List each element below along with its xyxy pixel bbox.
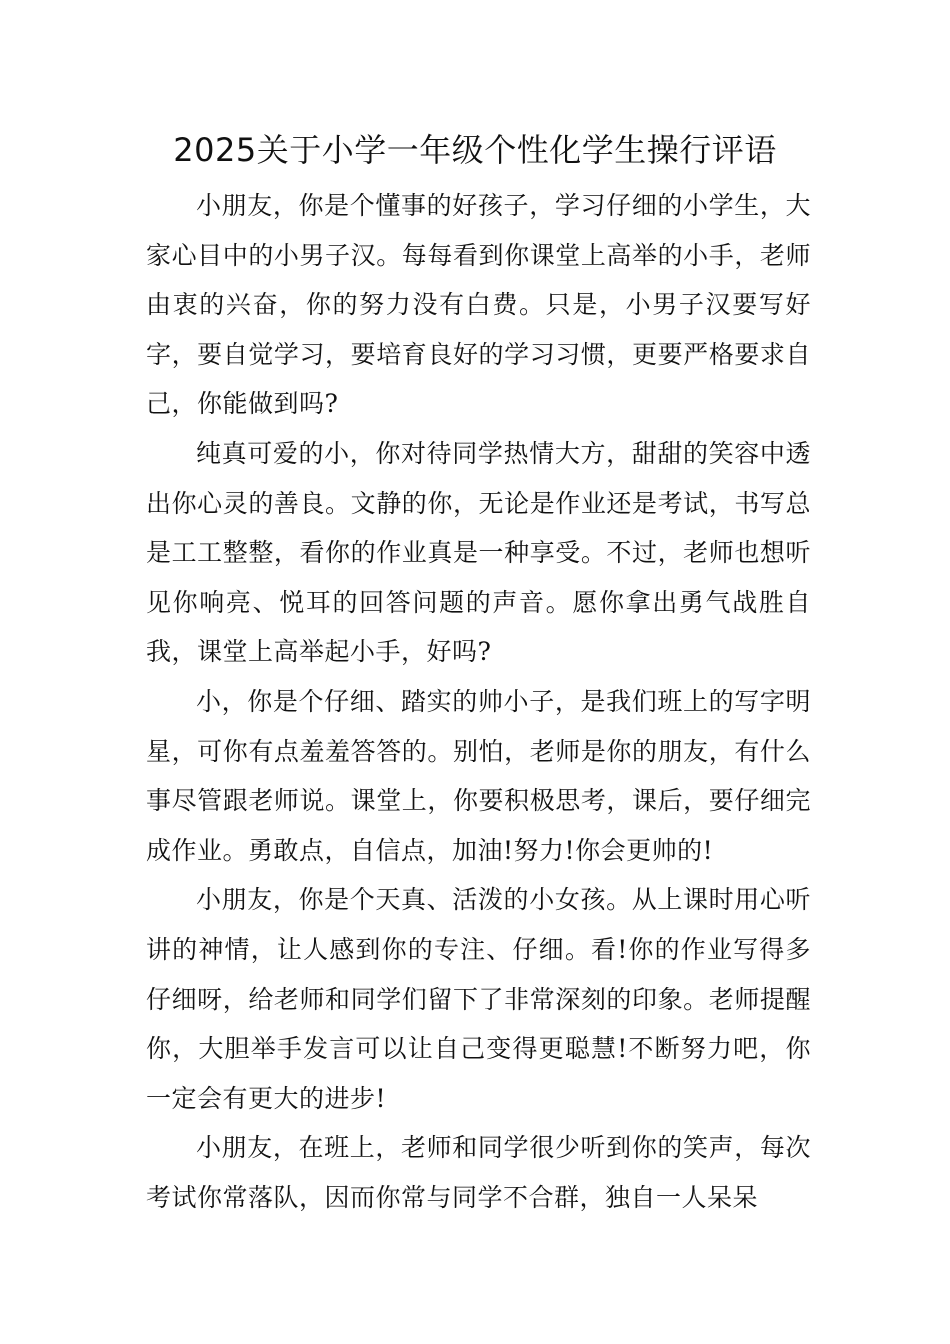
paragraph-4: 小朋友，你是个天真、活泼的小女孩。从上课时用心听讲的神情，让人感到你的专注、仔细。看!你的作业写得多仔细呀，给老师和同学们留下了非常深刻的印象。老师提醒你，大胆举手发言可以让自己变得更聪慧!不断努力吧，你一定会有更大的进步! bbox=[146, 885, 811, 1113]
document-body bbox=[146, 181, 811, 1222]
paragraph-3: 小，你是个仔细、踏实的帅小子，是我们班上的写字明星，可你有点羞羞答答的。别怕，老师是你的朋友，有什么事尽管跟老师说。课堂上，你要积极思考，课后，要仔细完成作业。勇敢点，自信点，加油!努力!你会更帅的! bbox=[146, 686, 811, 865]
paragraph-2: 纯真可爱的小，你对待同学热情大方，甜甜的笑容中透出你心灵的善良。文静的你，无论是作业还是考试，书写总是工工整整，看你的作业真是一种享受。不过，老师也想听见你响亮、悦耳的回答问题的声音。愿你拿出勇气战胜自我，课堂上高举起小手，好吗? bbox=[146, 438, 811, 667]
document-title: 2025关于小学一年级个性化学生操行评语 bbox=[173, 131, 777, 169]
paragraph-1: 小朋友，你是个懂事的好孩子，学习仔细的小学生，大家心目中的小男子汉。每每看到你课堂上高举的小手，老师由衷的兴奋，你的努力没有白费。只是，小男子汉要写好字，要自觉学习，要培育良好的学习习惯，更要严格要求自己，你能做到吗? bbox=[146, 191, 811, 419]
paragraph-5: 小朋友，在班上，老师和同学很少听到你的笑声，每次考试你常落队，因而你常与同学不合群，独自一人呆呆 bbox=[146, 1133, 811, 1212]
